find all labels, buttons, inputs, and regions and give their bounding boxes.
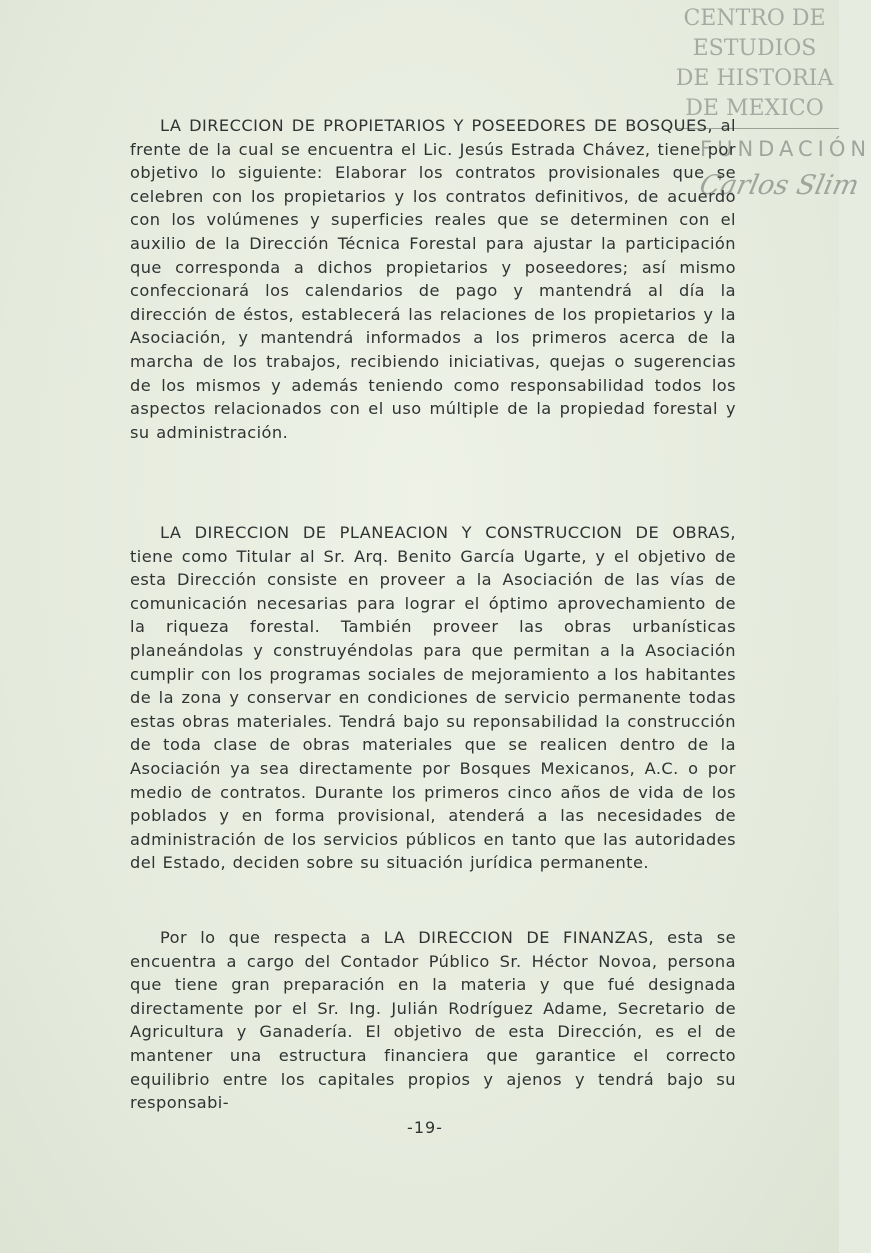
paragraph-text: LA DIRECCION DE PROPIETARIOS Y POSEEDORES DE BOSQUES, al frente de la cual se encuentra el Lic. Jesús Estrada Chávez, tiene por objetivo lo siguiente: Elaborar los contratos provisionales que se celebren con los propietarios y los contratos definitivos, de acuerdo con los volúmenes y superficies reales que se determinen con el auxilio de la Dirección Técnica Forestal para ajustar la participación que corresponda a dichos propietarios y poseedores; así mismo confeccionará los calendarios de pago y mantendrá al día la dirección de éstos, establecerá las relaciones de los propietarios y la Asociación, y mantendrá informados a los primeros acerca de la marcha de los trabajos, recibiendo iniciativas, quejas o sugerencias de los mismos y además teniendo como responsabilidad todos los aspectos relacionados con el uso múltiple de la propiedad forestal y su administración. — [130, 116, 736, 442]
paragraph-planeacion — [130, 521, 736, 875]
page-number: -19- — [407, 1118, 443, 1137]
stamp-line-1: CENTRO DE — [683, 6, 826, 31]
paragraph-finanzas — [130, 926, 736, 1115]
paragraph-text: Por lo que respecta a LA DIRECCION DE FINANZAS, esta se encuentra a cargo del Contador Público Sr. Héctor Novoa, persona que tiene gran preparación en la materia y que fué designada directamente por el Sr. Ing. Julián Rodríguez Adame, Secretario de Agricultura y Ganadería. El objetivo de esta Dirección, es el de mantener una estructura financiera que garantice el correcto equilibrio entre los capitales propios y ajenos y tendrá bajo su responsabi- — [130, 928, 736, 1113]
stamp-line-2: ESTUDIOS — [692, 36, 817, 61]
stamp-line-3: DE HISTORIA — [675, 66, 834, 91]
paragraph-text: LA DIRECCION DE PLANEACION Y CONSTRUCCION DE OBRAS, tiene como Titular al Sr. Arq. Benito García Ugarte, y el objetivo de esta Dirección consiste en proveer a la Asociación de las vías de comunicación necesarias para lograr el óptimo aprovechamiento de la riqueza forestal. También proveer las obras urbanísticas planeándolas y construyéndolas para que permitan a la Asociación cumplir con los programas sociales de mejoramiento a los habitantes de la zona y conservar en condiciones de servicio permanente todas estas obras materiales. Tendrá bajo su reponsabilidad la construcción de toda clase de obras materiales que se realicen dentro de la Asociación ya sea directamente por Bosques Mexicanos, A.C. o por medio de contratos. Durante los primeros cinco años de vida de los poblados y en forma provisional, atenderá a las necesidades de administración de los servicios públicos en tanto que las autoridades del Estado, deciden sobre su situación jurídica permanente. — [130, 523, 736, 873]
stamp-signature: Carlos Slim — [696, 170, 862, 201]
archive-stamp — [670, 4, 839, 124]
stamp-fundacion: FUNDACIÓN — [700, 137, 871, 161]
stamp-line-4: DE MEXICO — [685, 96, 824, 121]
paragraph-propietarios — [130, 114, 736, 444]
